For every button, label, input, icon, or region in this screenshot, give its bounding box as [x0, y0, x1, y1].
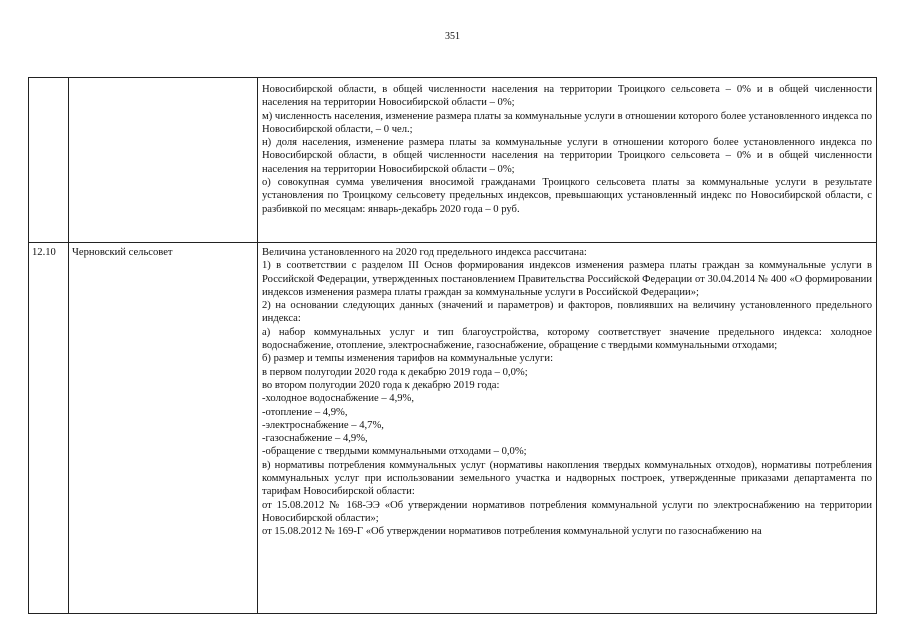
document-table — [28, 77, 877, 614]
paragraph: от 15.08.2012 № 168-ЭЭ «Об утверждении нормативов потребления коммунальной услуги по электроснабжению на территории Новосибирской области»; — [262, 499, 872, 524]
paragraph: -электроснабжение – 4,7%, — [262, 419, 384, 431]
paragraph: -газоснабжение – 4,9%, — [262, 433, 368, 445]
page-number: 351 — [445, 31, 460, 42]
paragraph: в) нормативы потребления коммунальных услуг (нормативы накопления твердых коммунальных отходов), нормативы потребления коммунальных услуг при использовании земельного участка и надворных построек, утвержденные приказами департамента по тарифам Новосибирской области: — [262, 459, 872, 498]
row-number-cell — [29, 78, 69, 243]
paragraph: Новосибирской области, в общей численности населения на территории Троицкого сельсовета – 0% и в общей численности населения на территории Новосибирской области – 0%; — [262, 84, 872, 109]
paragraph: б) размер и темпы изменения тарифов на коммунальные услуги: — [262, 353, 554, 365]
paragraph: о) совокупная сумма увеличения вносимой гражданами Троицкого сельсовета платы за коммунальные услуги в результате установления по Троицкому сельсовету предельных индексов, превышающих установленный индекс по Новосибирской области, с разбивкой по месяцам: январь-декабрь 2020 года – 0 руб. — [262, 177, 872, 215]
table-row — [29, 243, 877, 614]
row-name-cell — [69, 78, 258, 243]
paragraph: от 15.08.2012 № 169-Г «Об утверждении нормативов потребления коммунальной услуги по газоснабжению на — [262, 526, 762, 538]
row-content-cell — [258, 78, 877, 243]
row-name-cell: Черновский сельсовет — [69, 243, 258, 614]
paragraph: м) численность населения, изменение размера платы за коммунальные услуги в отношении которого более установленного индекса по Новосибирской области, – 0 чел.; — [262, 110, 873, 135]
paragraph: в первом полугодии 2020 года к декабрю 2019 года – 0,0%; — [262, 366, 528, 378]
paragraph: 1) в соответствии с разделом III Основ формирования индексов изменения размера платы граждан за коммунальные услуги в Российской Федерации, утвержденных постановлением Правительства Российской Федерации от 30.04.2014 № 400 «О формировании индексов изменения размера платы граждан за коммунальные услуги в Российской Федерации»; — [262, 260, 872, 298]
paragraph: -отопление – 4,9%, — [262, 406, 348, 418]
paragraph: -холодное водоснабжение – 4,9%, — [262, 393, 414, 405]
row-content-cell — [258, 243, 877, 614]
table-row — [29, 78, 877, 243]
paragraph: 2) на основании следующих данных (значений и параметров) и факторов, повлиявших на величину установленного предельного индекса: — [262, 300, 872, 325]
row-number-cell: 12.10 — [29, 243, 69, 614]
paragraph: -обращение с твердыми коммунальными отходами – 0,0%; — [262, 446, 527, 458]
paragraph: а) набор коммунальных услуг и тип благоустройства, которому соответствует значение предельного индекса: холодное водоснабжение, отопление, электроснабжение, газоснабжение, обращение с твердыми коммунальными отходами; — [262, 326, 872, 352]
paragraph: н) доля населения, изменение размера платы за коммунальные услуги в отношении которого более установленного индекса по Новосибирской области, в общей численности населения на территории Троицкого сельсовета – 0% и в общей численности населения на территории Новосибирской области – 0%; — [262, 137, 872, 175]
paragraph: во втором полугодии 2020 года к декабрю 2019 года: — [262, 379, 500, 391]
paragraph: Величина установленного на 2020 год предельного индекса рассчитана: — [262, 247, 587, 258]
